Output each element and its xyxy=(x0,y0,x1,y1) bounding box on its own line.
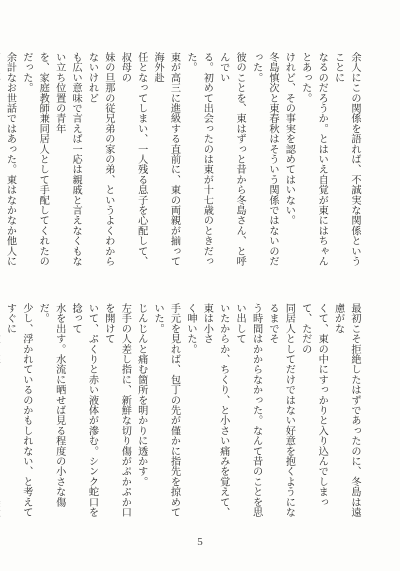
text-column: を、家庭教師兼同居人として手配してくれたのだった。 xyxy=(20,52,49,267)
text-column: 冬島慎次と東春秋はそういう関係ではないのだった。 xyxy=(250,52,278,267)
text-column: 手元を見れば、包丁の先が僅かに指先を掠めていた。 xyxy=(152,303,180,518)
text-column: じんじんと痛む箇所を明かりに透かす。 xyxy=(135,303,147,487)
text-column: く呻いた。 xyxy=(184,303,196,354)
text-column: 余計なお世話ではあった。東はなかなか他人に xyxy=(4,52,16,267)
upper-text-block xyxy=(4,52,362,272)
text-column: も広い意味で言えば一応は親戚と言えなくもない立ち位置の青年 xyxy=(53,52,82,267)
text-column: 少し、浮かれているのかもしれない、と考えてすぐに xyxy=(4,303,32,518)
text-column: いたからか、ちくり、と小さい痛みを覚えて、東は小さ xyxy=(201,303,229,518)
text-column: う時間はかからなかった。なんて昔のことを思い出して xyxy=(234,303,262,518)
text-column: 同居人としてだけではない好意を抱くようになるまでそ xyxy=(266,303,295,518)
page-number: 5 xyxy=(197,536,203,548)
text-column: 東が高三に進級する直前に、東の両親が揃って海外赴 xyxy=(152,52,180,267)
text-column: 彼のことを、東はずっと昔から冬島さん、と呼んでい xyxy=(217,52,246,267)
text-column: なるのだろうか。とはいえ自覚が東にはちゃんとあった。 xyxy=(299,52,328,267)
text-column: 妹の旦那の従兄弟の家の弟、というよくわからないけれど xyxy=(86,52,114,267)
text-column: 最初こそ拒絶したはずであったのに、冬島は遠慮がな xyxy=(332,303,360,518)
text-column: 水を出す。水流に晒せば見る程度の小さな傷だ。 xyxy=(37,303,65,507)
text-column: 任となってしまい、一人残る息子を心配して、叔母の xyxy=(119,52,147,267)
lower-text-block xyxy=(4,303,362,523)
text-column: 左手の人差し指に、新鮮な切り傷がぷかぷか口を開けて xyxy=(102,303,131,518)
text-column: 余人にこの関係を語れば、不誠実な関係ということに xyxy=(332,52,360,267)
text-column: くて、東の中にすっかりと入り込んでしまって、ただの xyxy=(299,303,328,507)
text-column: る。初めて出会ったのは東が十七歳のときだった。 xyxy=(184,52,213,267)
text-column xyxy=(0,303,1,523)
text-column: けれど、その事実を認めてはいない。 xyxy=(283,52,295,226)
text-column: いて、ぷくりと赤い液体が滲む。シンク蛇口を捻って xyxy=(70,303,98,518)
